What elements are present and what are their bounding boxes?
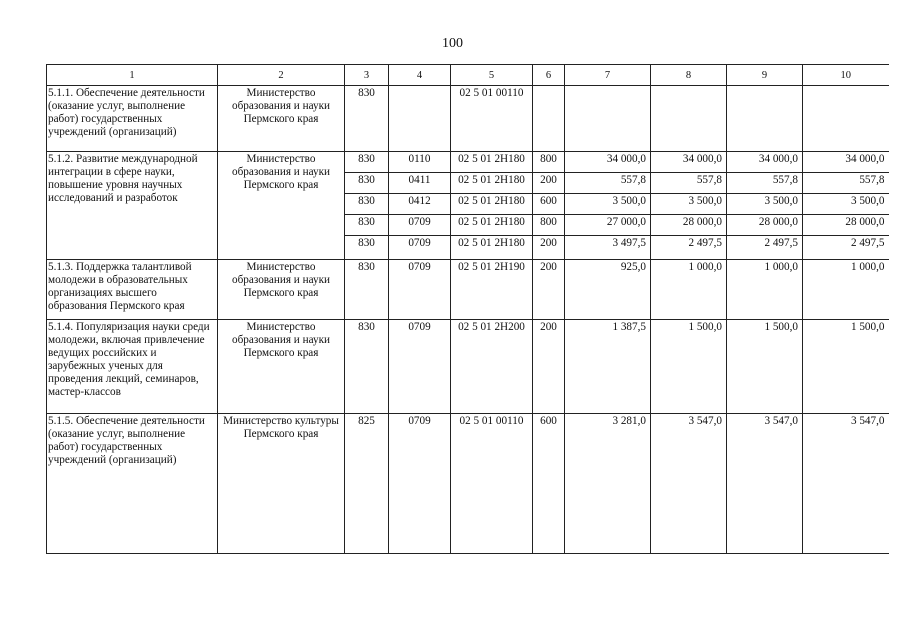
table-cell: 2 497,5: [803, 236, 889, 260]
table-row: [47, 414, 889, 554]
table-cell: 28 000,0: [803, 215, 889, 236]
table-cell: 02 5 01 2Н190: [451, 260, 533, 320]
table-cell: 557,8: [727, 173, 803, 194]
table-cell: 2 497,5: [727, 236, 803, 260]
table-cell: 34 000,0: [727, 152, 803, 173]
table-cell: 02 5 01 2Н200: [451, 320, 533, 414]
table-cell: 200: [533, 320, 565, 414]
table-cell: 27 000,0: [565, 215, 651, 236]
table-cell: [727, 86, 803, 152]
table-cell: 830: [345, 194, 389, 215]
table-cell: 0709: [389, 236, 451, 260]
table-cell: 830: [345, 215, 389, 236]
table-cell: 0709: [389, 215, 451, 236]
table-cell: 1 500,0: [651, 320, 727, 414]
table-cell: 34 000,0: [565, 152, 651, 173]
activity-name-cell: 5.1.2. Развитие международной интеграции в сфере науки, повышение уровня научных исследований и разработок: [47, 152, 218, 260]
table-cell: 3 500,0: [651, 194, 727, 215]
table-cell: 2 497,5: [651, 236, 727, 260]
table-cell: 1 387,5: [565, 320, 651, 414]
table-cell: 557,8: [803, 173, 889, 194]
table-cell: 1 000,0: [727, 260, 803, 320]
table-cell: [803, 86, 889, 152]
organization-cell: Министерство образования и науки Пермского края: [218, 260, 345, 320]
table-cell: 28 000,0: [727, 215, 803, 236]
table-cell: 02 5 01 2Н180: [451, 152, 533, 173]
table-cell: 830: [345, 152, 389, 173]
table-cell: 28 000,0: [651, 215, 727, 236]
table-cell: 34 000,0: [803, 152, 889, 173]
activity-name-cell: 5.1.1. Обеспечение деятельности (оказание услуг, выполнение работ) государственных учреждений (организаций): [47, 86, 218, 152]
table-cell: 830: [345, 260, 389, 320]
organization-cell: Министерство культуры Пермского края: [218, 414, 345, 554]
table-cell: 3 500,0: [727, 194, 803, 215]
table-cell: 0709: [389, 414, 451, 554]
table-cell: [651, 86, 727, 152]
page-number: 100: [442, 36, 463, 51]
table-cell: 0412: [389, 194, 451, 215]
organization-cell: Министерство образования и науки Пермского края: [218, 86, 345, 152]
table-body: [47, 65, 889, 554]
table-cell: 02 5 01 00110: [451, 414, 533, 554]
table-row: [47, 260, 889, 320]
table-cell: [533, 86, 565, 152]
activity-name-cell: 5.1.3. Поддержка талантливой молодежи в образовательных организациях высшего образования Пермского края: [47, 260, 218, 320]
organization-cell: Министерство образования и науки Пермского края: [218, 320, 345, 414]
header-cell: 8: [651, 65, 727, 86]
header-cell: 3: [345, 65, 389, 86]
table-cell: 830: [345, 320, 389, 414]
table-cell: 1 500,0: [727, 320, 803, 414]
table-cell: 600: [533, 414, 565, 554]
table-cell: 3 547,0: [651, 414, 727, 554]
activity-name-cell: 5.1.5. Обеспечение деятельности (оказание услуг, выполнение работ) государственных учреждений (организаций): [47, 414, 218, 554]
table-cell: [565, 86, 651, 152]
table-cell: 02 5 01 2Н180: [451, 194, 533, 215]
table-cell: 800: [533, 152, 565, 173]
table-cell: 830: [345, 173, 389, 194]
header-cell: 10: [803, 65, 889, 86]
table-cell: 34 000,0: [651, 152, 727, 173]
table-cell: 02 5 01 2Н180: [451, 215, 533, 236]
table-cell: 557,8: [651, 173, 727, 194]
table-cell: [389, 86, 451, 152]
table-cell: 925,0: [565, 260, 651, 320]
table-cell: 0709: [389, 260, 451, 320]
table-cell: 0411: [389, 173, 451, 194]
table-cell: 3 497,5: [565, 236, 651, 260]
table-cell: 1 000,0: [651, 260, 727, 320]
header-cell: 7: [565, 65, 651, 86]
header-cell: 1: [47, 65, 218, 86]
header-cell: 4: [389, 65, 451, 86]
table-cell: 02 5 01 2Н180: [451, 236, 533, 260]
activity-name-cell: 5.1.4. Популяризация науки среди молодежи, включая привлечение ведущих российских и зарубежных ученых для проведения лекций, семинаров, мастер-классов: [47, 320, 218, 414]
header-cell: 5: [451, 65, 533, 86]
table-cell: 3 500,0: [565, 194, 651, 215]
table-cell: 0709: [389, 320, 451, 414]
table-row: [47, 152, 889, 173]
table-cell: 200: [533, 173, 565, 194]
table-cell: 830: [345, 86, 389, 152]
table-row: [47, 86, 889, 152]
budget-table: [46, 64, 889, 554]
table-cell: 200: [533, 260, 565, 320]
table-cell: 02 5 01 2Н180: [451, 173, 533, 194]
table-cell: 0110: [389, 152, 451, 173]
header-cell: 9: [727, 65, 803, 86]
table-cell: 3 547,0: [803, 414, 889, 554]
table-cell: 200: [533, 236, 565, 260]
header-row: [47, 65, 889, 86]
table-cell: 3 547,0: [727, 414, 803, 554]
table-cell: 3 281,0: [565, 414, 651, 554]
table-cell: 825: [345, 414, 389, 554]
table-cell: 600: [533, 194, 565, 215]
header-cell: 6: [533, 65, 565, 86]
header-cell: 2: [218, 65, 345, 86]
table-cell: 557,8: [565, 173, 651, 194]
table-cell: 800: [533, 215, 565, 236]
table-cell: 830: [345, 236, 389, 260]
table-cell: 1 500,0: [803, 320, 889, 414]
organization-cell: Министерство образования и науки Пермского края: [218, 152, 345, 260]
table-cell: 3 500,0: [803, 194, 889, 215]
table-cell: 02 5 01 00110: [451, 86, 533, 152]
table-cell: 1 000,0: [803, 260, 889, 320]
table-row: [47, 320, 889, 414]
